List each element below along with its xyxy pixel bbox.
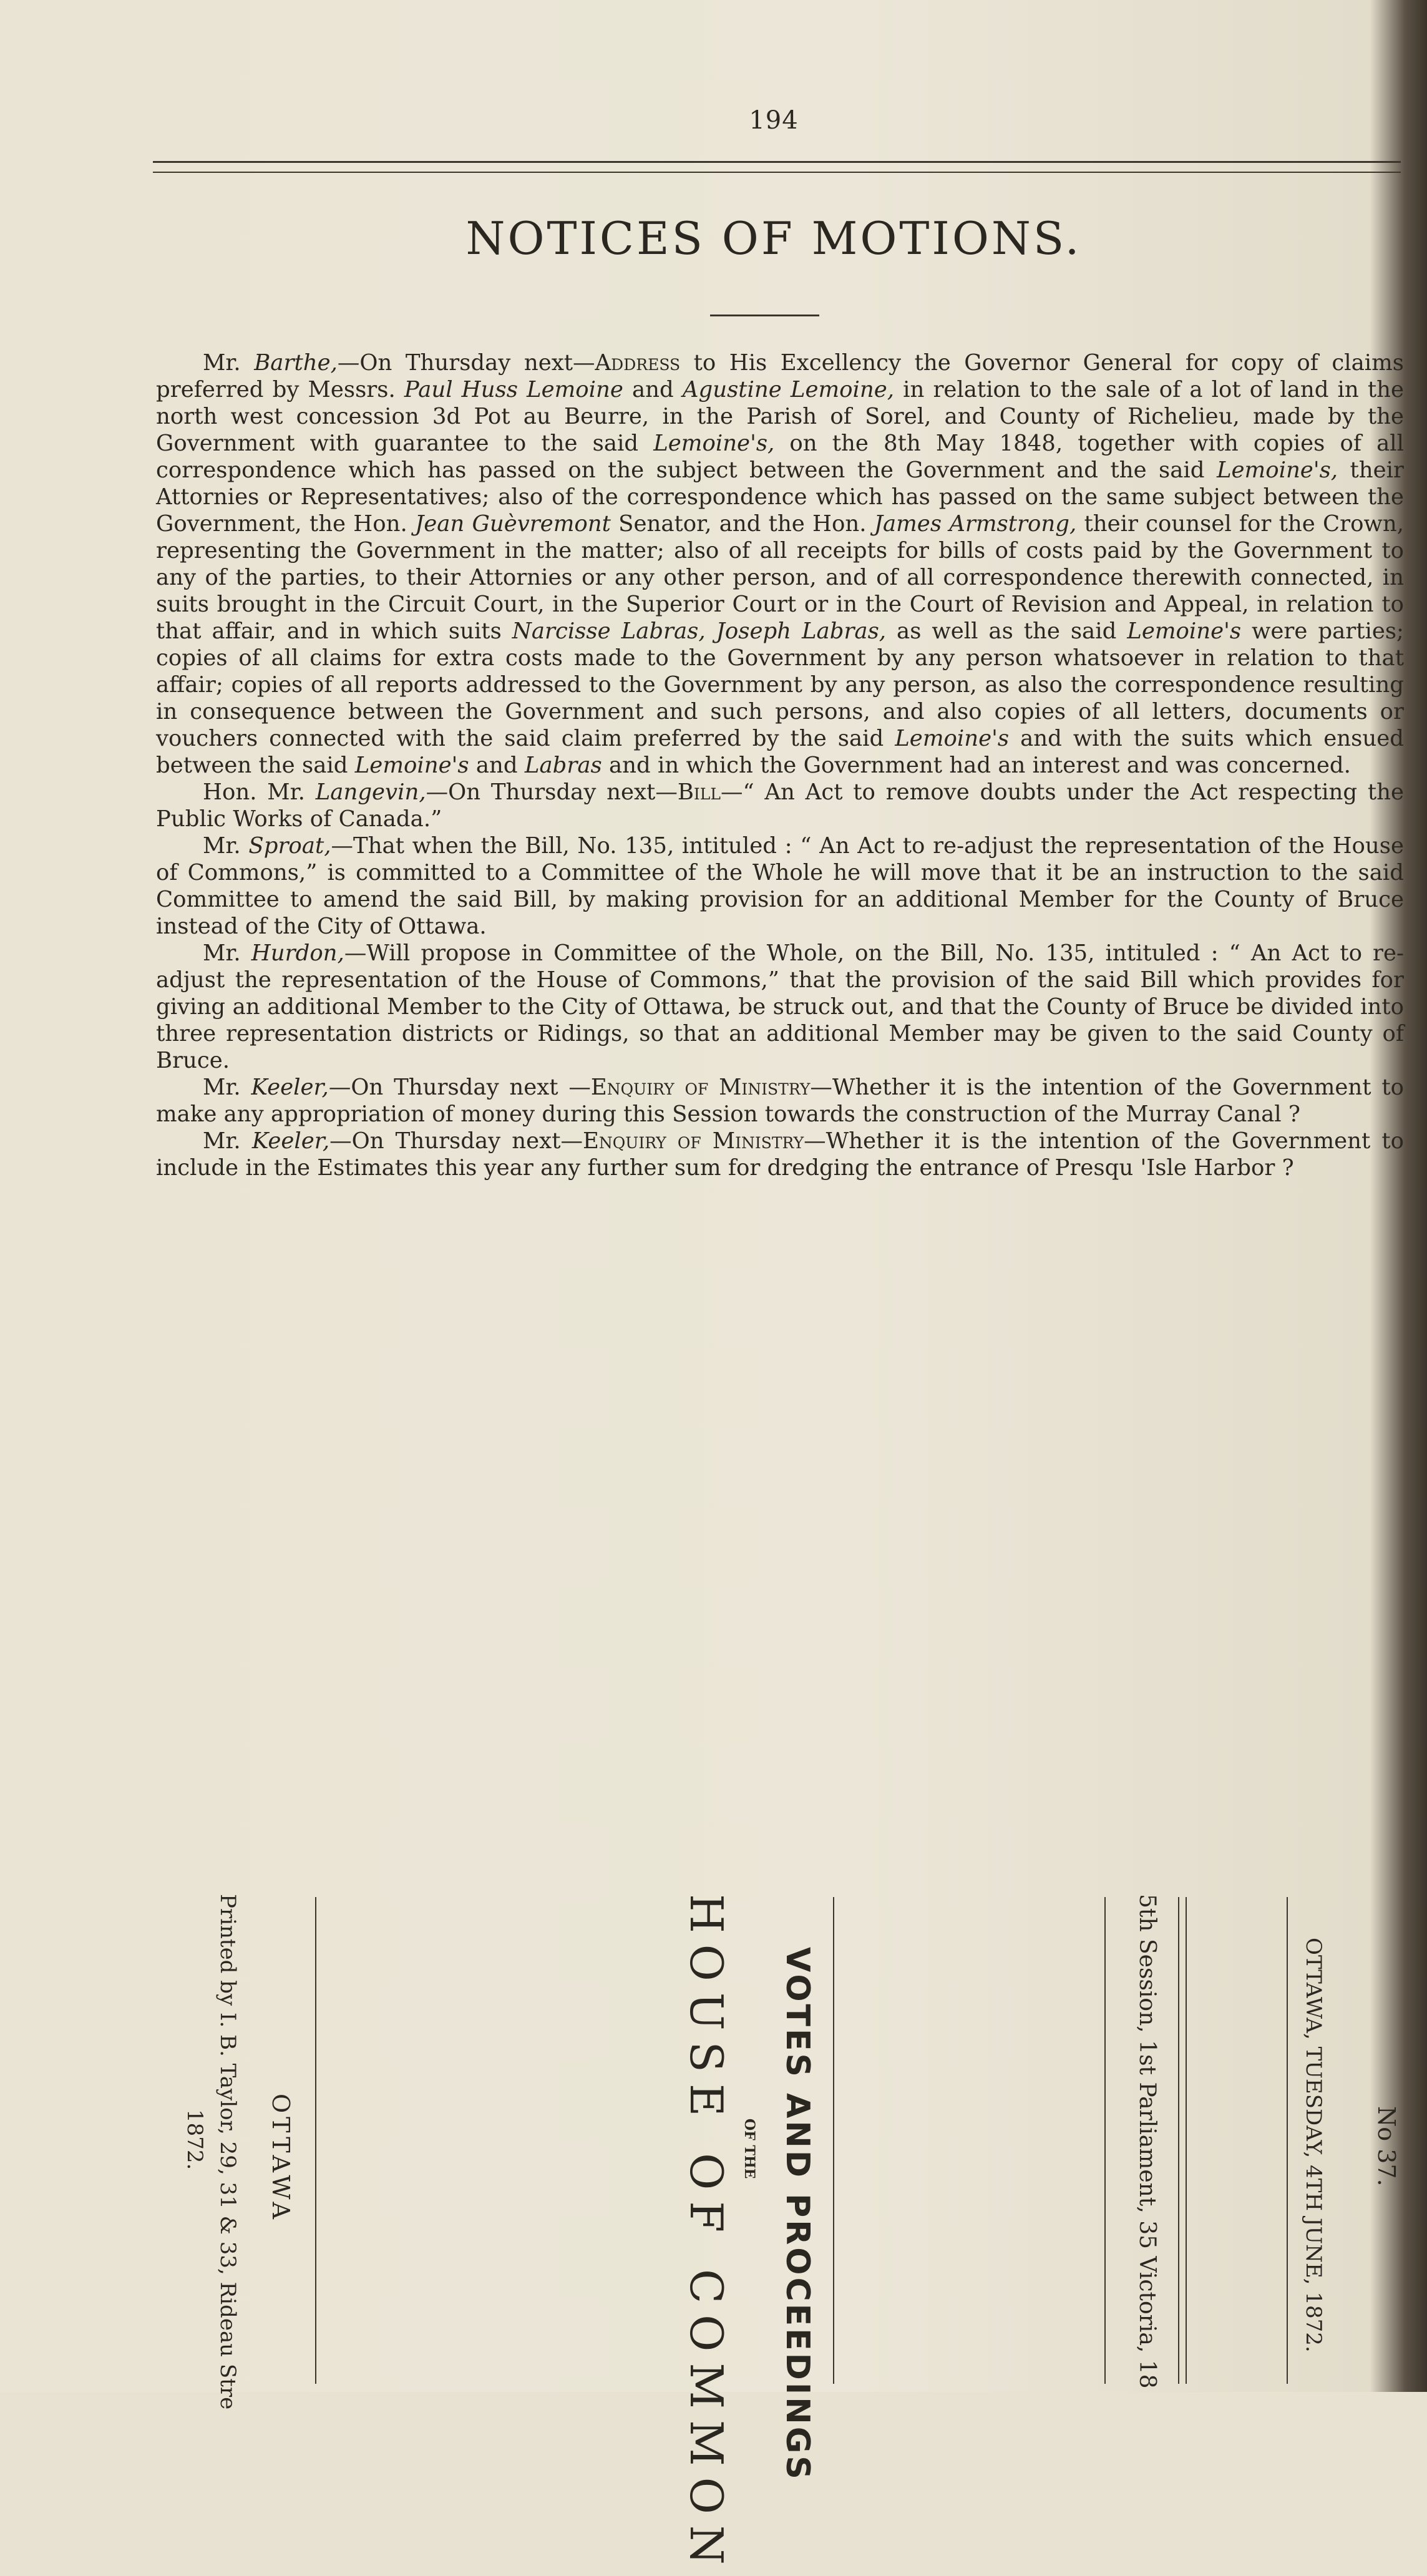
back-title-of-the: OF THE	[741, 2119, 757, 2179]
motion-kind: Address	[595, 350, 681, 376]
back-title-heading: VOTES AND PROCEEDINGS	[779, 1947, 816, 2482]
motion-barthe: Mr. Barthe,—On Thursday next—Address to His Excellency the Governor General for copy of claims preferred by Messrs. Paul Huss Lemoine and Agustine Lemoine, in relation to the sale of a lot of land in the north west concession 3d Pot au Beurre, in the Parish of Sorel, and County of Richelieu, made by the Government with guarantee to the said Lemoine's, on the 8th May 1848, together with copies of all correspondence which has passed on the subject between the Government and the said Lemoine's, their Attornies or Representatives; also of the correspondence which has passed on the same subject between the Government, the Hon. Jean Guèvremont Senator, and the Hon. James Armstrong, their counsel for the Crown, representing the Government in the matter; also of all receipts for bills of costs paid by the Government to any of the parties, to their Attornies or any other person, and of all correspondence therewith connected, in suits brought in the Circuit Court, in the Superior Court or in the Court of Revision and Appeal, in relation to that affair, and in which suits Narcisse Labras, Joseph Labras, as well as the said Lemoine's were parties; copies of all claims for extra costs made to the Government by any person whatsoever in relation to that affair; copies of all reports addressed to the Government by any person, as also the correspondence resulting in consequence between the Government and such persons, and also copies of all letters, documents or vouchers connected with the said claim preferred by the said Lemoine's and with the suits which ensued between the said Lemoine's and Labras and in which the Government had an interest and was concerned.	[156, 350, 1405, 778]
motion-hurdon: Mr. Hurdon,—Will propose in Committee of the Whole, on the Bill, No. 135, intituled : “ An Act to re-adjust the representation of the House of Commons,” that the provision of the said Bill which provides for giving an additional Member to the City of Ottawa, be struck out, and that the County of Bruce be divided into three representation districts or Ridings, so that an additional Member may be given to the said County of Bruce.	[156, 940, 1404, 1073]
back-title-rule	[1178, 1897, 1179, 2384]
back-title-rule	[833, 1897, 834, 2384]
motion-kind: Enquiry of Ministry	[582, 1128, 804, 1154]
page-number: 194	[749, 106, 799, 135]
back-title-number: No 37.	[1373, 2106, 1400, 2187]
back-title-date: OTTAWA, TUESDAY, 4TH JUNE, 1872.	[1301, 1938, 1326, 2353]
motion-langevin: Hon. Mr. Langevin,—On Thursday next—Bill—“ An Act to remove doubts under the Act respecting the Public Works of Canada.”	[156, 779, 1404, 832]
motion-keeler-dredging: Mr. Keeler,—On Thursday next—Enquiry of Ministry—Whether it is the intention of the Government to include in the Estimates this year any further sum for dredging the entrance of Presqu 'Isle Harbor ?	[156, 1128, 1404, 1181]
back-title-rule	[1287, 1897, 1288, 2384]
motion-sproat: Mr. Sproat,—That when the Bill, No. 135, intituled : “ An Act to re-adjust the representation of the House of Commons,” is committed to a Committee of the Whole he will move that it be an instruction to the said Committee to amend the said Bill, by making provision for an additional Member for the County of Bruce instead of the City of Ottawa.	[156, 833, 1404, 939]
motion-kind: Bill	[677, 779, 721, 805]
member-name: Keeler,	[251, 1075, 329, 1100]
back-title-rule	[315, 1897, 316, 2384]
back-title-house: HOUSE OF COMMON	[680, 1894, 733, 2576]
back-title-session: 5th Session, 1st Parliament, 35 Victoria, 18	[1134, 1894, 1160, 2389]
header-double-rule	[153, 161, 1401, 173]
page-title: NOTICES OF MOTIONS.	[465, 212, 1082, 265]
back-title-place: OTTAWA	[267, 2094, 295, 2223]
title-rule	[710, 315, 819, 316]
member-name: Hurdon,	[251, 940, 344, 966]
member-name: Langevin,	[315, 779, 426, 805]
back-title-rule	[1186, 1897, 1187, 2384]
motions-list	[156, 349, 1404, 1181]
member-name: Keeler,	[251, 1128, 330, 1154]
motion-keeler-canal: Mr. Keeler,—On Thursday next —Enquiry of Ministry—Whether it is the intention of the Government to make any appropriation of money during this Session towards the construction of the Murray Canal ?	[156, 1075, 1404, 1127]
back-title-imprint-year: 1872.	[182, 2109, 207, 2170]
back-title-imprint: Printed by I. B. Taylor, 29, 31 & 33, Rideau Stre	[215, 1894, 240, 2410]
member-name: Barthe,	[254, 350, 338, 376]
back-title-rule	[1104, 1897, 1106, 2384]
motion-kind: Enquiry of Ministry	[590, 1075, 811, 1100]
member-name: Sproat,	[248, 833, 331, 859]
